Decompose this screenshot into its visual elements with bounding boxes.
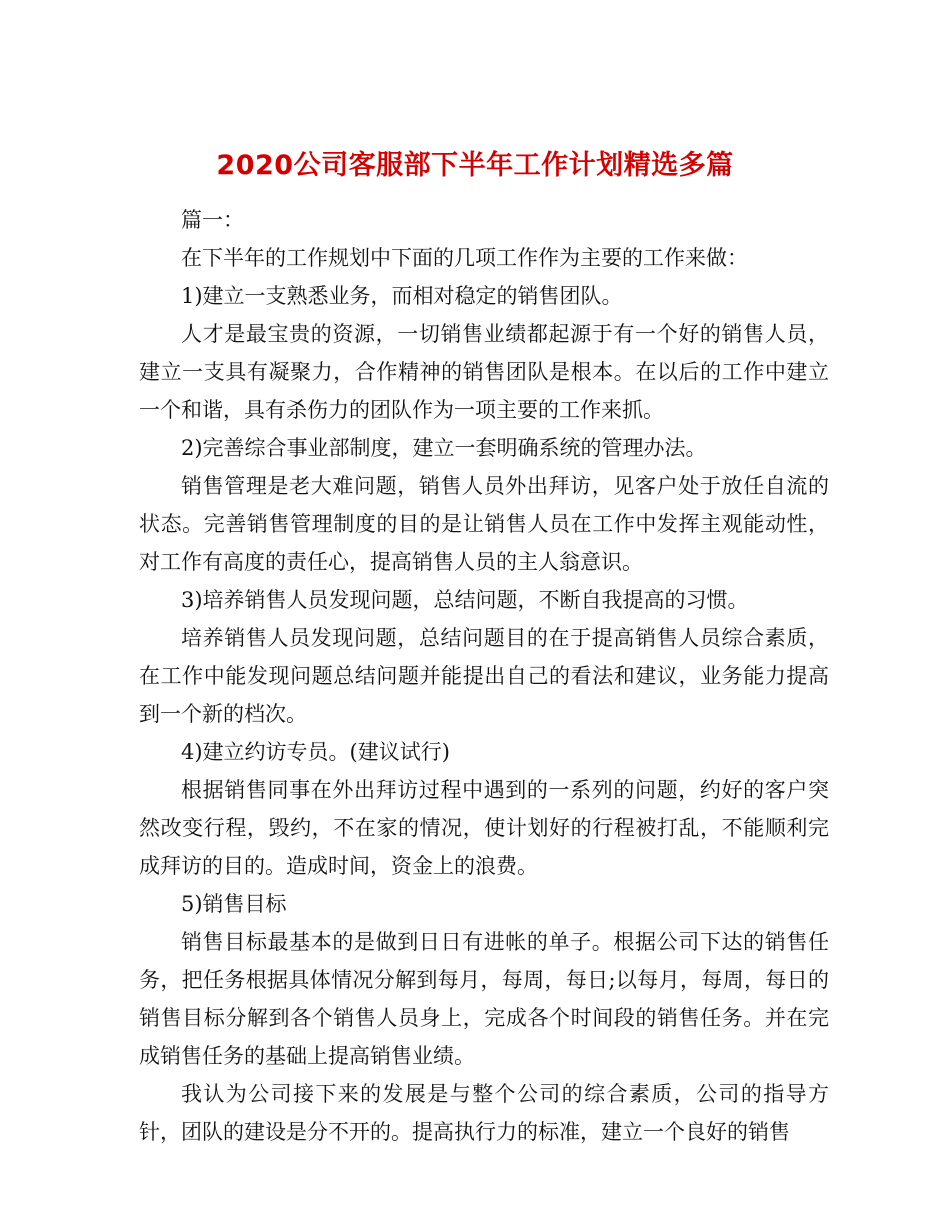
paragraph-item-5-body: 销售目标最基本的是做到日日有进帐的单子。根据公司下达的销售任务，把任务根据具体情况分解到每月，每周，每日;以每月，每周，每日的销售目标分解到各个销售人员身上，完成各个时间段的销售任务。并在完成销售任务的基础上提高销售业绩。 xyxy=(139,930,829,1068)
paragraph-section-label: 篇一： xyxy=(181,208,244,232)
paragraph-conclusion: 我认为公司接下来的发展是与整个公司的综合素质，公司的指导方针，团队的建设是分不开的。提高执行力的标准，建立一个良好的销售 xyxy=(139,1082,829,1144)
paragraph-item-1-body: 人才是最宝贵的资源，一切销售业绩都起源于有一个好的销售人员，建立一支具有凝聚力，合作精神的销售团队是根本。在以后的工作中建立一个和谐，具有杀伤力的团队作为一项主要的工作来抓。 xyxy=(139,322,829,422)
paragraph-item-3-heading: 3)培养销售人员发现问题，总结问题，不断自我提高的习惯。 xyxy=(181,588,749,612)
paragraph-item-3-body: 培养销售人员发现问题，总结问题目的在于提高销售人员综合素质，在工作中能发现问题总结问题并能提出自己的看法和建议，业务能力提高到一个新的档次。 xyxy=(139,626,829,726)
document-title: 2020公司客服部下半年工作计划精选多篇 xyxy=(216,150,734,182)
paragraph-item-1-heading: 1)建立一支熟悉业务，而相对稳定的销售团队。 xyxy=(181,284,623,308)
paragraph-item-4-body: 根据销售同事在外出拜访过程中遇到的一系列的问题，约好的客户突然改变行程，毁约，不在家的情况，使计划好的行程被打乱，不能顺利完成拜访的目的。造成时间，资金上的浪费。 xyxy=(139,778,829,878)
document-body xyxy=(139,201,829,1151)
paragraph-item-2-heading: 2)完善综合事业部制度，建立一套明确系统的管理办法。 xyxy=(181,436,707,460)
paragraph-item-2-body: 销售管理是老大难问题，销售人员外出拜访，见客户处于放任自流的状态。完善销售管理制度的目的是让销售人员在工作中发挥主观能动性，对工作有高度的责任心，提高销售人员的主人翁意识。 xyxy=(139,474,829,574)
paragraph-item-5-heading: 5)销售目标 xyxy=(181,892,287,916)
paragraph-item-4-heading: 4)建立约访专员。(建议试行) xyxy=(181,740,450,764)
paragraph-intro: 在下半年的工作规划中下面的几项工作作为主要的工作来做： xyxy=(181,246,748,270)
